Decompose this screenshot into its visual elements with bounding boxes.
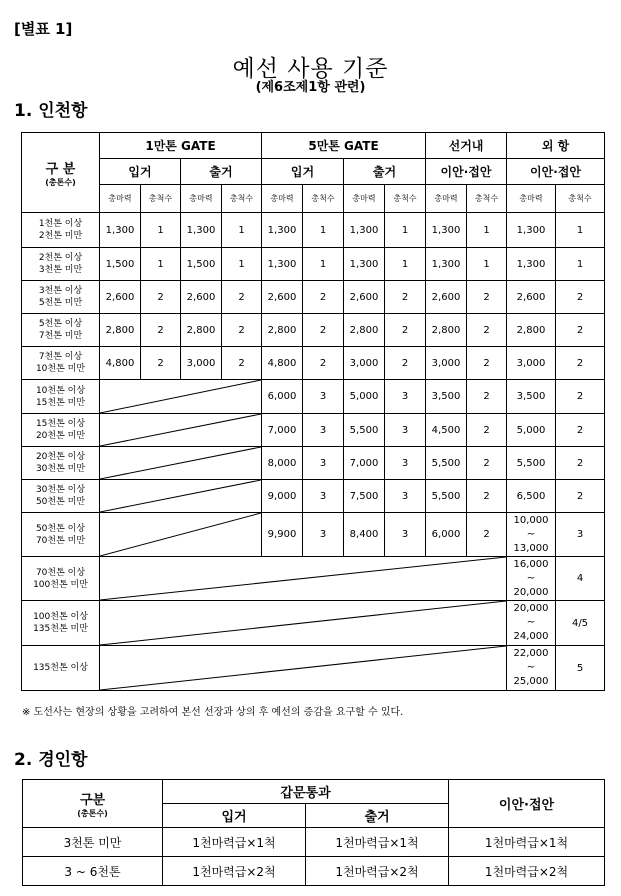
- tonnage-min: 15천톤 이상: [35, 419, 86, 429]
- count-cell: 2: [556, 414, 605, 447]
- count-cell: 3: [385, 447, 426, 480]
- hp-range-top: 20,000: [513, 603, 549, 614]
- count-cell: 2: [385, 347, 426, 380]
- pilot-note: ※ 도선사는 현장의 상황을 고려하여 본선 선장과 상의 후 예선의 증감을 요구할 수 있다.: [22, 707, 404, 718]
- hp-range-bottom: 20,000: [513, 586, 549, 598]
- gyeongin-tug-table: [22, 779, 605, 886]
- hp-cell: 3,500: [507, 380, 556, 414]
- count-cell: 2: [556, 347, 605, 380]
- hp-subheader: 총마력: [426, 185, 467, 213]
- hp-cell: 5,000: [344, 380, 385, 414]
- tonnage-min: 30천톤 이상: [35, 485, 86, 495]
- hp-cell: 1,300: [344, 213, 385, 248]
- count-cell: 2: [141, 281, 181, 314]
- tonnage-min: 70천톤 이상: [35, 567, 86, 578]
- count-cell: 3: [303, 513, 344, 557]
- section1-heading: 1. 인천항: [14, 101, 88, 121]
- hp-cell: 2,600: [344, 281, 385, 314]
- diagonal-slash: [100, 557, 506, 600]
- gate-10k-entry-header: 입거: [100, 159, 181, 185]
- tonnage-min: 2천톤 이상: [38, 253, 83, 263]
- diagonal-slash: [100, 447, 261, 479]
- t2-berth-header: 이안·접안: [449, 780, 605, 828]
- tonnage-min: 135천톤 이상: [33, 663, 88, 673]
- hp-cell: 5,500: [426, 447, 467, 480]
- table-row: [22, 248, 605, 281]
- table-row: [22, 281, 605, 314]
- hp-cell: 9,000: [262, 480, 303, 513]
- count-cell: 1: [556, 248, 605, 281]
- hp-cell: 8,000: [262, 447, 303, 480]
- hp-cell: 1,300: [181, 213, 222, 248]
- hp-cell: 1,500: [181, 248, 222, 281]
- hp-range-sep: ~: [526, 528, 536, 540]
- hp-subheader: 총마력: [100, 185, 141, 213]
- table-row: [22, 480, 605, 513]
- count-cell: 3: [385, 414, 426, 447]
- hp-cell: 3,000: [181, 347, 222, 380]
- gate-50k-entry-header: 입거: [262, 159, 344, 185]
- not-applicable-cell: [100, 557, 507, 601]
- gate-10k-header: 1만톤 GATE: [100, 133, 262, 159]
- tonnage-label: [22, 281, 100, 314]
- count-cell: 1: [385, 213, 426, 248]
- count-cell: 2: [141, 314, 181, 347]
- count-cell: 3: [303, 480, 344, 513]
- tonnage-min: 3천톤 이상: [38, 286, 83, 296]
- hp-range-cell: [507, 513, 556, 557]
- hp-cell: 3,500: [426, 380, 467, 414]
- page-subtitle: (제6조제1항 관련): [255, 80, 366, 95]
- annex-label: [별표 1]: [14, 20, 73, 38]
- tonnage-label: 3천톤 미만: [23, 828, 163, 857]
- t2-gubun-header: [23, 780, 163, 828]
- tug-requirement-cell: 1천마력급×2척: [449, 857, 605, 886]
- count-cell: 3: [303, 447, 344, 480]
- count-cell: 1: [385, 248, 426, 281]
- tug-requirement-cell: 1천마력급×2척: [306, 857, 449, 886]
- table-row: [22, 314, 605, 347]
- gubun-label: 구 분: [45, 161, 76, 177]
- gubun-sub-label: (총톤수): [45, 177, 76, 187]
- gate-50k-header: 5만톤 GATE: [262, 133, 426, 159]
- table-row: [22, 513, 605, 557]
- table-row: [22, 646, 605, 691]
- hp-cell: 2,800: [344, 314, 385, 347]
- tonnage-label: [22, 347, 100, 380]
- tonnage-min: 1천톤 이상: [38, 219, 83, 229]
- tonnage-max: 20천톤 미만: [35, 431, 86, 441]
- hp-cell: 2,600: [181, 281, 222, 314]
- table-row: [23, 828, 605, 857]
- tonnage-max: 50천톤 미만: [35, 497, 86, 507]
- hp-range-bottom: 24,000: [513, 631, 549, 642]
- count-cell: 2: [556, 281, 605, 314]
- hp-subheader: 총마력: [507, 185, 556, 213]
- hp-range-sep: ~: [526, 662, 536, 673]
- diagonal-slash: [100, 380, 261, 413]
- hp-range-bottom: 25,000: [513, 676, 549, 687]
- diagonal-slash: [100, 646, 506, 690]
- count-cell: 1: [467, 248, 507, 281]
- table-row: [22, 557, 605, 601]
- tonnage-max: 3천톤 미만: [38, 265, 83, 275]
- hp-cell: 2,800: [181, 314, 222, 347]
- count-cell: 1: [141, 213, 181, 248]
- hp-subheader: 총마력: [344, 185, 385, 213]
- hp-cell: 8,400: [344, 513, 385, 557]
- diagonal-slash: [100, 601, 506, 645]
- hp-cell: 2,600: [507, 281, 556, 314]
- incheon-tug-table: [21, 132, 605, 691]
- tonnage-label: [22, 480, 100, 513]
- tonnage-label: [22, 646, 100, 691]
- count-subheader: 총척수: [467, 185, 507, 213]
- not-applicable-cell: [100, 646, 507, 691]
- tonnage-min: 5천톤 이상: [38, 319, 83, 329]
- count-cell: 2: [467, 380, 507, 414]
- t2-gubun-sub-label: (총톤수): [77, 808, 108, 818]
- count-subheader: 총척수: [222, 185, 262, 213]
- count-cell: 2: [467, 480, 507, 513]
- table-row: [22, 213, 605, 248]
- tonnage-max: 7천톤 미만: [38, 331, 83, 341]
- hp-cell: 5,500: [426, 480, 467, 513]
- count-cell: 2: [467, 513, 507, 557]
- count-cell: 1: [303, 213, 344, 248]
- count-cell: 3: [556, 513, 605, 557]
- hp-cell: 6,000: [426, 513, 467, 557]
- count-cell: 4: [556, 557, 605, 601]
- table-row: [22, 347, 605, 380]
- hp-range-top: 22,000: [513, 648, 549, 659]
- hp-cell: 1,300: [262, 248, 303, 281]
- gate-10k-exit-header: 출거: [181, 159, 262, 185]
- not-applicable-cell: [100, 414, 262, 447]
- count-cell: 2: [303, 281, 344, 314]
- hp-cell: 3,000: [344, 347, 385, 380]
- table-row: [22, 414, 605, 447]
- tonnage-min: 20천톤 이상: [35, 452, 86, 462]
- t2-exit-header: 출거: [306, 804, 449, 828]
- hp-cell: 7,000: [344, 447, 385, 480]
- hp-range-top: 16,000: [513, 558, 549, 570]
- hp-cell: 1,300: [426, 248, 467, 281]
- hp-cell: 4,800: [262, 347, 303, 380]
- count-cell: 2: [385, 314, 426, 347]
- tonnage-label: [22, 414, 100, 447]
- hp-cell: 7,000: [262, 414, 303, 447]
- tonnage-max: 100천톤 미만: [33, 579, 88, 590]
- hp-cell: 1,300: [426, 213, 467, 248]
- count-cell: 1: [141, 248, 181, 281]
- hp-cell: 2,600: [100, 281, 141, 314]
- table-row: [22, 601, 605, 646]
- tonnage-label: [22, 248, 100, 281]
- count-cell: 2: [467, 347, 507, 380]
- in-dock-header: 선거내: [426, 133, 507, 159]
- count-cell: 3: [303, 380, 344, 414]
- diagonal-slash: [100, 480, 261, 512]
- hp-cell: 7,500: [344, 480, 385, 513]
- hp-cell: 1,300: [507, 248, 556, 281]
- count-cell: 2: [303, 347, 344, 380]
- not-applicable-cell: [100, 480, 262, 513]
- hp-cell: 5,500: [344, 414, 385, 447]
- hp-cell: 1,300: [344, 248, 385, 281]
- not-applicable-cell: [100, 513, 262, 557]
- hp-range-bottom: 13,000: [513, 542, 549, 554]
- tonnage-max: 2천톤 미만: [38, 231, 83, 241]
- tug-requirement-cell: 1천마력급×1척: [163, 828, 306, 857]
- count-cell: 5: [556, 646, 605, 691]
- count-cell: 3: [385, 513, 426, 557]
- tug-requirement-cell: 1천마력급×1척: [449, 828, 605, 857]
- hp-cell: 2,800: [507, 314, 556, 347]
- count-cell: 2: [556, 314, 605, 347]
- lock-passage-header: 갑문통과: [163, 780, 449, 804]
- tonnage-label: [22, 380, 100, 414]
- count-cell: 1: [303, 248, 344, 281]
- count-cell: 2: [467, 314, 507, 347]
- count-cell: 1: [222, 248, 262, 281]
- tonnage-max: 70천톤 미만: [35, 535, 86, 546]
- count-cell: 3: [385, 480, 426, 513]
- count-subheader: 총척수: [303, 185, 344, 213]
- hp-cell: 2,800: [100, 314, 141, 347]
- tonnage-min: 50천톤 이상: [35, 523, 86, 534]
- hp-cell: 3,000: [507, 347, 556, 380]
- count-cell: 2: [222, 281, 262, 314]
- hp-range-sep: ~: [526, 617, 536, 628]
- tonnage-label: [22, 557, 100, 601]
- hp-range-cell: [507, 557, 556, 601]
- count-subheader: 총척수: [141, 185, 181, 213]
- count-cell: 2: [556, 480, 605, 513]
- count-cell: 2: [385, 281, 426, 314]
- count-subheader: 총척수: [556, 185, 605, 213]
- tonnage-max: 30천톤 미만: [35, 464, 86, 474]
- count-cell: 3: [385, 380, 426, 414]
- outer-harbor-header: 외 항: [507, 133, 605, 159]
- count-cell: 2: [467, 414, 507, 447]
- tonnage-label: [22, 513, 100, 557]
- hp-cell: 2,600: [262, 281, 303, 314]
- count-subheader: 총척수: [385, 185, 426, 213]
- diagonal-slash: [100, 513, 261, 556]
- count-cell: 2: [467, 281, 507, 314]
- hp-cell: 1,500: [100, 248, 141, 281]
- tonnage-max: 15천톤 미만: [35, 397, 86, 408]
- not-applicable-cell: [100, 447, 262, 480]
- tonnage-label: [22, 213, 100, 248]
- count-cell: 1: [222, 213, 262, 248]
- not-applicable-cell: [100, 601, 507, 646]
- hp-cell: 1,300: [507, 213, 556, 248]
- hp-cell: 9,900: [262, 513, 303, 557]
- gubun-header: [22, 133, 100, 213]
- hp-cell: 3,000: [426, 347, 467, 380]
- hp-cell: 2,600: [426, 281, 467, 314]
- hp-cell: 4,500: [426, 414, 467, 447]
- tonnage-max: 10천톤 미만: [35, 364, 86, 374]
- tonnage-label: [22, 314, 100, 347]
- section2-heading: 2. 경인항: [14, 750, 88, 770]
- gate-50k-exit-header: 출거: [344, 159, 426, 185]
- page-title: 예선 사용 기준: [232, 56, 389, 82]
- not-applicable-cell: [100, 380, 262, 414]
- tonnage-label: [22, 447, 100, 480]
- hp-range-cell: [507, 646, 556, 691]
- hp-range-top: 10,000: [513, 514, 549, 526]
- count-cell: 2: [556, 447, 605, 480]
- hp-cell: 4,800: [100, 347, 141, 380]
- tonnage-min: 7천톤 이상: [38, 352, 83, 362]
- hp-cell: 1,300: [100, 213, 141, 248]
- count-cell: 3: [303, 414, 344, 447]
- hp-cell: 2,800: [426, 314, 467, 347]
- tug-requirement-cell: 1천마력급×2척: [163, 857, 306, 886]
- t2-gubun-label: 구분: [79, 792, 106, 808]
- hp-cell: 2,800: [262, 314, 303, 347]
- count-cell: 2: [222, 347, 262, 380]
- tug-requirement-cell: 1천마력급×1척: [306, 828, 449, 857]
- count-cell: 1: [556, 213, 605, 248]
- in-dock-berth-header: 이안·접안: [426, 159, 507, 185]
- tonnage-min: 10천톤 이상: [35, 385, 86, 396]
- hp-cell: 1,300: [262, 213, 303, 248]
- diagonal-slash: [100, 414, 261, 446]
- count-cell: 2: [556, 380, 605, 414]
- hp-cell: 6,000: [262, 380, 303, 414]
- hp-range-cell: [507, 601, 556, 646]
- table-row: [22, 447, 605, 480]
- hp-cell: 5,500: [507, 447, 556, 480]
- tonnage-label: [22, 601, 100, 646]
- tonnage-min: 100천톤 이상: [33, 612, 88, 622]
- count-cell: 1: [467, 213, 507, 248]
- hp-subheader: 총마력: [181, 185, 222, 213]
- tonnage-max: 135천톤 미만: [33, 624, 88, 634]
- hp-cell: 6,500: [507, 480, 556, 513]
- table-row: [22, 380, 605, 414]
- count-cell: 2: [467, 447, 507, 480]
- outer-berth-header: 이안·접안: [507, 159, 605, 185]
- count-cell: 4/5: [556, 601, 605, 646]
- t2-entry-header: 입거: [163, 804, 306, 828]
- table-row: [23, 857, 605, 886]
- tonnage-label: 3 ~ 6천톤: [23, 857, 163, 886]
- count-cell: 2: [141, 347, 181, 380]
- tonnage-max: 5천톤 미만: [38, 298, 83, 308]
- count-cell: 2: [303, 314, 344, 347]
- hp-subheader: 총마력: [262, 185, 303, 213]
- hp-range-sep: ~: [526, 572, 536, 584]
- count-cell: 2: [222, 314, 262, 347]
- hp-cell: 5,000: [507, 414, 556, 447]
